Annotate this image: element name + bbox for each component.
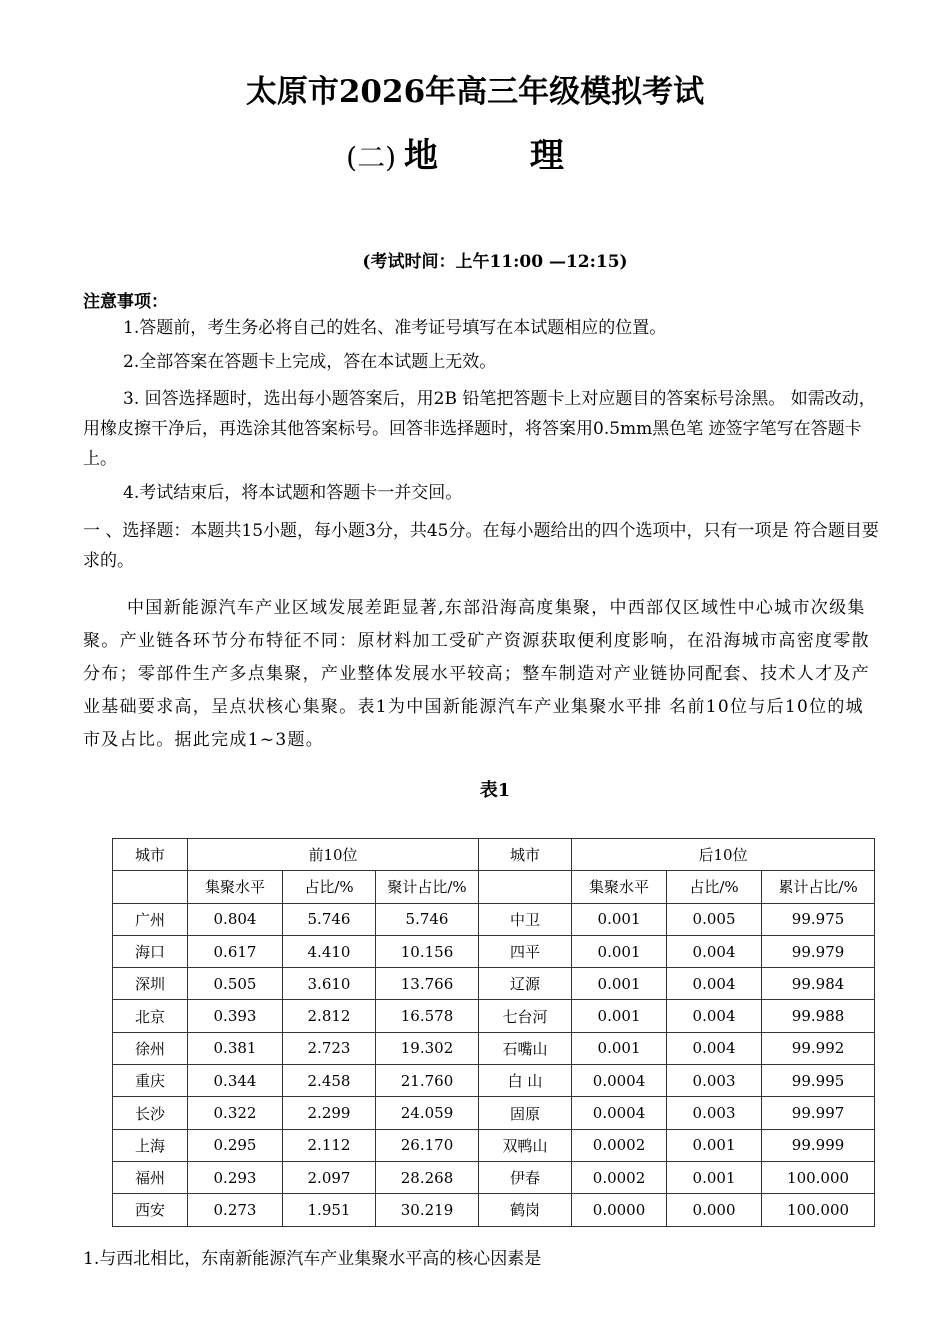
table-cell: 0.505 — [188, 968, 283, 1000]
table-cell: 21.760 — [376, 1065, 479, 1097]
table-cell: 四平 — [479, 935, 572, 967]
exam-subject: 地 理 — [404, 136, 604, 176]
question-1: 1.与西北相比，东南新能源汽车产业集聚水平高的核心因素是 — [83, 1249, 542, 1269]
subheader-cell: 占比/% — [667, 871, 762, 903]
table-cell: 99.992 — [762, 1032, 875, 1064]
table-cell: 2.299 — [283, 1097, 376, 1129]
notes-heading: 注意事项： — [83, 292, 168, 312]
table-row — [113, 1000, 875, 1032]
table-cell: 0.000 — [667, 1194, 762, 1226]
table-row — [113, 1161, 875, 1193]
table-cell: 0.001 — [667, 1129, 762, 1161]
table-cell: 0.001 — [572, 1032, 667, 1064]
table-cell: 重庆 — [113, 1065, 188, 1097]
table-cell: 中卫 — [479, 903, 572, 935]
cluster-table — [112, 838, 875, 1227]
table-cell: 28.268 — [376, 1161, 479, 1193]
exam-part: (二) — [346, 141, 396, 174]
table-cell: 4.410 — [283, 935, 376, 967]
table-cell: 30.219 — [376, 1194, 479, 1226]
table-cell: 0.0004 — [572, 1097, 667, 1129]
header-top-group: 前10位 — [188, 839, 479, 871]
table-cell: 0.004 — [667, 1000, 762, 1032]
table-cell: 0.0004 — [572, 1065, 667, 1097]
table-cell: 2.097 — [283, 1161, 376, 1193]
table-cell: 0.0002 — [572, 1129, 667, 1161]
exam-title: 太原市2026年高三年级模拟考试 — [245, 74, 705, 110]
table-cell: 伊春 — [479, 1161, 572, 1193]
table-cell: 2.812 — [283, 1000, 376, 1032]
subheader-cell: 占比/% — [283, 871, 376, 903]
exam-subtitle — [0, 128, 950, 177]
table-cell: 99.975 — [762, 903, 875, 935]
table-cell: 广州 — [113, 903, 188, 935]
table-cell: 24.059 — [376, 1097, 479, 1129]
table-cell: 七台河 — [479, 1000, 572, 1032]
table-cell: 0.003 — [667, 1097, 762, 1129]
table-cell: 长沙 — [113, 1097, 188, 1129]
table-cell: 16.578 — [376, 1000, 479, 1032]
table-cell: 0.001 — [572, 968, 667, 1000]
subheader-cell: 累计占比/% — [762, 871, 875, 903]
table-cell: 26.170 — [376, 1129, 479, 1161]
table-cell: 0.001 — [572, 935, 667, 967]
subheader-cell: 聚计占比/% — [376, 871, 479, 903]
exam-time: (考试时间：上午11:00 —12:15) — [362, 252, 628, 272]
table-cell: 0.004 — [667, 935, 762, 967]
reading-material: 中国新能源汽车产业区域发展差距显著,东部沿海高度集聚，中西部仅区域性中心城市次级集聚。产业链各环节分布特征不同：原材料加工受矿产资源获取便利度影响，在沿海城市高密度零散分布；零部件生产多点集聚，产业整体发展水平较高；整车制造对产业链协同配套、技术人才及产业基础要求高，呈点状核心集聚。表1为中国新能源汽车产业集聚水平排 名前10位与后10位的城市及占比。据此完成1~3题。 — [83, 598, 870, 750]
table-cell: 石嘴山 — [479, 1032, 572, 1064]
table-caption: 表1 — [479, 780, 511, 801]
table-row — [113, 1129, 875, 1161]
table-cell: 白 山 — [479, 1065, 572, 1097]
table-cell: 0.004 — [667, 968, 762, 1000]
table-cell: 双鸭山 — [479, 1129, 572, 1161]
table-subheader-row — [113, 871, 875, 903]
table-cell: 2.458 — [283, 1065, 376, 1097]
table-cell: 0.0000 — [572, 1194, 667, 1226]
table-cell: 辽源 — [479, 968, 572, 1000]
table-cell: 99.988 — [762, 1000, 875, 1032]
note-item-2: 2.全部答案在答题卡上完成，答在本试题上无效。 — [123, 352, 497, 372]
table-cell: 10.156 — [376, 935, 479, 967]
table-cell: 0.344 — [188, 1065, 283, 1097]
table-cell: 99.979 — [762, 935, 875, 967]
table-header-row — [113, 839, 875, 871]
table-row — [113, 1065, 875, 1097]
table-cell: 0.617 — [188, 935, 283, 967]
table-cell: 上海 — [113, 1129, 188, 1161]
table-cell: 19.302 — [376, 1032, 479, 1064]
subheader-blank — [479, 871, 572, 903]
table-cell: 0.293 — [188, 1161, 283, 1193]
table-cell: 0.393 — [188, 1000, 283, 1032]
subheader-blank — [113, 871, 188, 903]
table-cell: 0.003 — [667, 1065, 762, 1097]
table-row — [113, 1194, 875, 1226]
header-city-left: 城市 — [113, 839, 188, 871]
table-cell: 0.322 — [188, 1097, 283, 1129]
table-cell: 0.804 — [188, 903, 283, 935]
table-row — [113, 1032, 875, 1064]
note-item-3: 3. 回答选择题时，选出每小题答案后，用2B 铅笔把答题卡上对应题目的答案标号涂黑。 如需改动，用橡皮擦干净后，再选涂其他答案标号。回答非选择题时，将答案用0.5mm黑色笔 迹签字笔写在答题卡上。 — [83, 389, 876, 469]
table-cell: 西安 — [113, 1194, 188, 1226]
table-row — [113, 968, 875, 1000]
table-cell: 固原 — [479, 1097, 572, 1129]
section-instruction: 一 、选择题：本题共15小题，每小题3分，共45分。在每小题给出的四个选项中，只有一项是 符合题目要求的。 — [83, 521, 879, 571]
table-cell: 0.004 — [667, 1032, 762, 1064]
table-row — [113, 935, 875, 967]
table-cell: 100.000 — [762, 1194, 875, 1226]
header-city-right: 城市 — [479, 839, 572, 871]
table-cell: 1.951 — [283, 1194, 376, 1226]
table-cell: 福州 — [113, 1161, 188, 1193]
table-cell: 海口 — [113, 935, 188, 967]
table-cell: 5.746 — [283, 903, 376, 935]
table-cell: 0.001 — [572, 903, 667, 935]
table-cell: 0.0002 — [572, 1161, 667, 1193]
table-row — [113, 903, 875, 935]
note-item-4: 4.考试结束后，将本试题和答题卡一并交回。 — [123, 483, 463, 503]
table-cell: 3.610 — [283, 968, 376, 1000]
table-cell: 99.999 — [762, 1129, 875, 1161]
table-cell: 2.723 — [283, 1032, 376, 1064]
table-body — [113, 903, 875, 1226]
header-bottom-group: 后10位 — [572, 839, 875, 871]
table-cell: 北京 — [113, 1000, 188, 1032]
note-item-1: 1.答题前，考生务必将自己的姓名、准考证号填写在本试题相应的位置。 — [123, 318, 667, 338]
table-cell: 99.995 — [762, 1065, 875, 1097]
table-cell: 鹤岗 — [479, 1194, 572, 1226]
table-row — [113, 1097, 875, 1129]
table-cell: 99.984 — [762, 968, 875, 1000]
table-cell: 0.381 — [188, 1032, 283, 1064]
table-cell: 0.005 — [667, 903, 762, 935]
table-cell: 99.997 — [762, 1097, 875, 1129]
table-cell: 深圳 — [113, 968, 188, 1000]
table-cell: 5.746 — [376, 903, 479, 935]
table-cell: 徐州 — [113, 1032, 188, 1064]
table-cell: 13.766 — [376, 968, 479, 1000]
table-cell: 100.000 — [762, 1161, 875, 1193]
table-cell: 2.112 — [283, 1129, 376, 1161]
table-cell: 0.273 — [188, 1194, 283, 1226]
subheader-cell: 集聚水平 — [572, 871, 667, 903]
subheader-cell: 集聚水平 — [188, 871, 283, 903]
table-cell: 0.295 — [188, 1129, 283, 1161]
table-cell: 0.001 — [572, 1000, 667, 1032]
table-cell: 0.001 — [667, 1161, 762, 1193]
